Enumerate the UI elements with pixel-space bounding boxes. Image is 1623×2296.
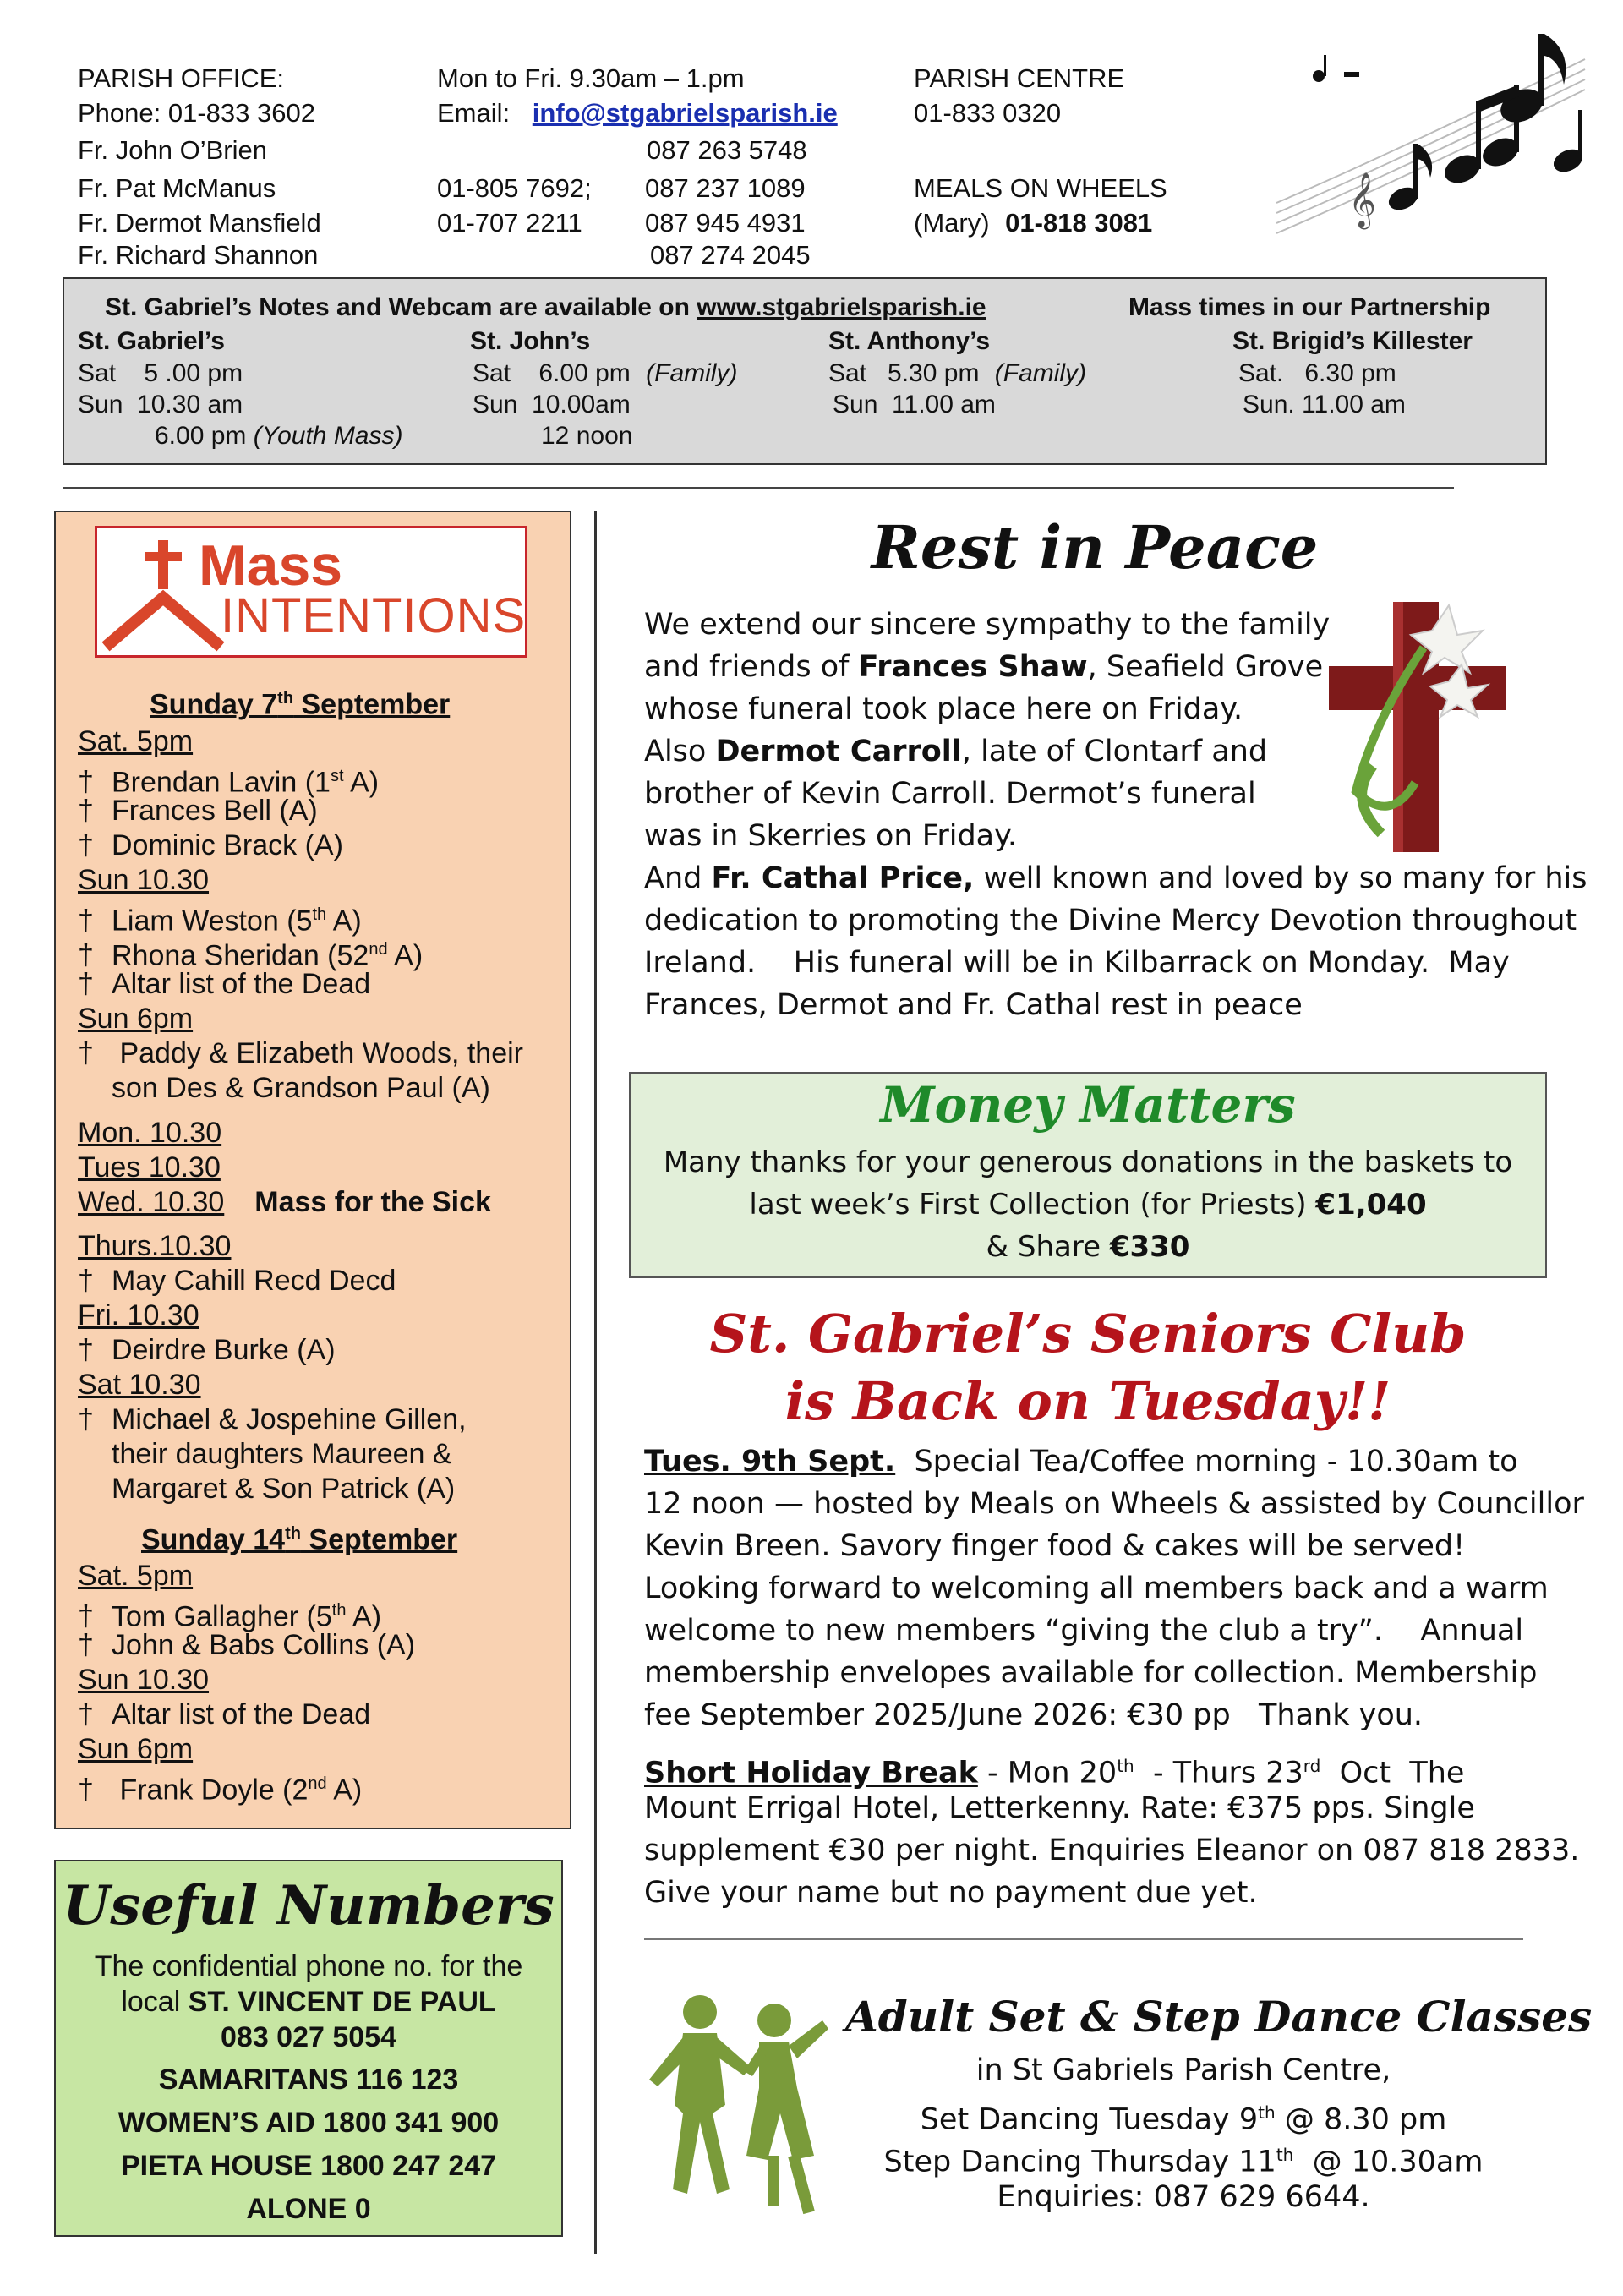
intention-text: A) <box>346 1600 382 1633</box>
meals-contact-phone: 01-818 3081 <box>1005 208 1153 238</box>
intention-continued: Margaret & Son Patrick (A) <box>112 1473 456 1505</box>
seniors-title-line1: St. Gabriel’s Seniors Club <box>709 1303 1467 1364</box>
parish-office-phone: Phone: 01-833 3602 <box>78 98 315 128</box>
meals-contact-name: (Mary) <box>914 208 990 238</box>
parish-centre-label: PARISH CENTRE <box>914 63 1125 93</box>
seniors-line <box>644 1440 1518 1483</box>
logo-mass: Mass <box>199 533 343 598</box>
rip-line: whose funeral took place here on Friday. <box>644 692 1243 726</box>
dagger-icon: † <box>78 968 94 1000</box>
seniors-text: Special Tea/Coffee morning - 10.30am to <box>895 1445 1518 1479</box>
holiday-text: Oct The <box>1320 1756 1465 1790</box>
divider <box>644 1938 1523 1940</box>
dagger-icon: † <box>78 1629 94 1661</box>
holiday-text: - Thurs 23 <box>1134 1756 1303 1790</box>
ordinal: th <box>331 1601 347 1620</box>
intention-text: May Cahill Recd Decd <box>112 1265 396 1297</box>
intention-text: Frank Doyle (2 <box>112 1774 309 1807</box>
money-matters-title: Money Matters <box>880 1076 1296 1134</box>
church-name: St. John’s <box>470 327 591 355</box>
intention-text: Dominic Brack (A) <box>112 829 343 861</box>
dagger-icon: † <box>78 766 94 799</box>
intention-text: A) <box>387 939 424 972</box>
church-name: St. Anthony’s <box>828 327 991 355</box>
dagger-icon: † <box>78 1037 94 1069</box>
intention-text: John & Babs Collins (A) <box>112 1629 416 1661</box>
priest-name: Fr. Dermot Mansfield <box>78 208 321 238</box>
email-label: Email: <box>437 98 511 128</box>
alone-phone: ALONE 0 <box>246 2193 371 2225</box>
deceased-name: Dermot Carroll <box>715 735 962 768</box>
dance-text: @ 8.30 pm <box>1275 2102 1447 2137</box>
ordinal: nd <box>369 940 388 959</box>
notes-webcam-line <box>105 292 986 323</box>
rip-line: We extend our sincere sympathy to the family <box>644 608 1331 642</box>
dance-text: Step Dancing Thursday 11 <box>883 2145 1276 2179</box>
dagger-icon: † <box>78 1265 94 1297</box>
heading-text: September <box>293 688 451 721</box>
intention-text: Paddy & Elizabeth Woods, their <box>112 1037 523 1069</box>
mass-time: Sat. 6.30 pm <box>1238 359 1396 387</box>
priest-name: Fr. Richard Shannon <box>78 240 319 270</box>
sunday-heading <box>141 1517 457 1557</box>
mass-time-note: (Youth Mass) <box>253 422 403 450</box>
rip-text: And <box>644 861 712 895</box>
rip-line: dedication to promoting the Divine Mercy Devotion throughout <box>644 904 1577 938</box>
dagger-icon: † <box>78 1403 94 1435</box>
intention <box>78 1036 523 1071</box>
intention <box>78 1333 336 1368</box>
meals-on-wheels-label: MEALS ON WHEELS <box>914 173 1167 203</box>
mass-time: Sun 10.00am <box>473 391 631 418</box>
priest-name: Fr. John O’Brien <box>78 135 267 165</box>
intention-text: A) <box>343 766 380 799</box>
mass-intentions-logo <box>95 526 527 658</box>
mass-time-value: Sat 6.00 pm <box>473 359 631 387</box>
mass-slot: Sun 10.30 <box>78 1664 210 1696</box>
heading-text: Sunday 14 <box>141 1523 286 1556</box>
priest-mobile: 087 945 4931 <box>645 208 806 238</box>
holiday-text: - Mon 20 <box>977 1756 1118 1790</box>
mass-slot: Sun 6pm <box>78 1003 194 1035</box>
mass-slot: Fri. 10.30 <box>78 1299 199 1331</box>
mass-slot-row <box>78 1185 491 1220</box>
mass-slot: Tues 10.30 <box>78 1151 221 1184</box>
intention-text: Rhona Sheridan (52 <box>112 939 369 972</box>
deceased-name: Fr. Cathal Price, <box>711 861 975 895</box>
music-notes-icon <box>1268 25 1589 245</box>
intention <box>78 828 343 863</box>
money-line <box>629 1184 1547 1226</box>
dagger-icon: † <box>78 905 94 938</box>
rip-line: Ireland. His funeral will be in Kilbarrack on Monday. May <box>644 946 1510 980</box>
priest-mobile: 087 263 5748 <box>647 135 807 165</box>
first-collection-amount: €1,040 <box>1315 1188 1427 1222</box>
rip-text: Also <box>644 735 716 768</box>
church-name: St. Gabriel’s <box>78 327 225 355</box>
mass-slot: Sat 10.30 <box>78 1369 201 1401</box>
seniors-line: Looking forward to welcoming all members back and a warm <box>644 1572 1549 1605</box>
rip-line: Frances, Dermot and Fr. Cathal rest in peace <box>644 988 1303 1022</box>
seniors-line: 12 noon — hosted by Meals on Wheels & assisted by Councillor <box>644 1487 1584 1521</box>
useful-numbers-title: Useful Numbers <box>63 1874 555 1938</box>
holiday-line: supplement €30 per night. Enquiries Eleanor on 087 818 2833. <box>644 1834 1580 1867</box>
womens-aid-phone: WOMEN’S AID 1800 341 900 <box>117 2107 500 2139</box>
intention <box>78 1697 370 1732</box>
rip-text: well known and loved by so many for his <box>974 861 1587 895</box>
intention-text: Brendan Lavin (1 <box>112 766 331 799</box>
dagger-icon: † <box>78 1774 94 1807</box>
dance-title: Adult Set & Step Dance Classes <box>845 1992 1593 2042</box>
dance-line: in St Gabriels Parish Centre, <box>975 2053 1391 2087</box>
priest-landline: 01-707 2211 <box>437 208 582 238</box>
email-link[interactable]: info@stgabrielsparish.ie <box>532 98 838 128</box>
share-amount: €330 <box>1109 1230 1190 1264</box>
rip-text: , late of Clontarf and <box>961 735 1268 768</box>
mass-time-note: (Family) <box>646 359 738 387</box>
priest-landline: 01-805 7692; <box>437 173 592 203</box>
rip-line <box>644 646 1323 688</box>
notes-webcam-text: St. Gabriel’s Notes and Webcam are available on <box>105 293 690 321</box>
intention-text: Altar list of the Dead <box>112 968 371 1000</box>
rip-text: , Seafield Grove <box>1087 650 1324 684</box>
dagger-icon: † <box>78 1698 94 1730</box>
divider <box>63 487 1454 489</box>
mass-time <box>473 358 737 389</box>
intention-text: A) <box>326 905 362 938</box>
office-hours: Mon to Fri. 9.30am – 1.pm <box>437 63 745 93</box>
mass-time: Sun. 11.00 am <box>1243 391 1406 418</box>
useful-text: local <box>121 1986 189 2018</box>
dagger-icon: † <box>78 1600 94 1633</box>
meals-contact <box>914 207 1152 239</box>
useful-line <box>54 1984 563 2020</box>
email-line <box>437 97 838 129</box>
pieta-house-phone: PIETA HOUSE 1800 247 247 <box>120 2150 497 2182</box>
dance-text: @ 10.30am <box>1293 2145 1484 2179</box>
svdp-phone: 083 027 5054 <box>221 2021 396 2053</box>
heading-text: Sunday 7 <box>150 688 278 721</box>
money-text: last week’s First Collection (for Priests) <box>749 1188 1316 1222</box>
intention-text: Michael & Jospehine Gillen, <box>112 1403 467 1435</box>
column-divider <box>594 511 597 2254</box>
intention <box>78 967 370 1002</box>
ordinal: th <box>285 1524 301 1543</box>
mass-slot: Sun 10.30 <box>78 864 210 896</box>
holiday-break-label: Short Holiday Break <box>644 1756 978 1790</box>
svg-text:𝄞: 𝄞 <box>1348 172 1377 227</box>
ordinal: th <box>1258 2102 1276 2123</box>
heading-text: September <box>300 1523 458 1556</box>
deceased-name: Frances Shaw <box>858 650 1088 684</box>
holiday-line: Give your name but no payment due yet. <box>644 1876 1258 1910</box>
partnership-heading: Mass times in our Partnership <box>1128 293 1491 321</box>
mass-time: Sun 10.30 am <box>78 391 243 418</box>
priest-mobile: 087 274 2045 <box>650 240 811 270</box>
cross-lily-icon <box>1322 597 1513 857</box>
dance-text: Set Dancing Tuesday 9 <box>920 2102 1259 2137</box>
intention-text: Tom Gallagher (5 <box>112 1600 332 1633</box>
intention-continued: son Des & Grandson Paul (A) <box>112 1072 490 1104</box>
priest-name: Fr. Pat McManus <box>78 173 276 203</box>
sunday-heading <box>150 681 450 722</box>
intention-text: Frances Bell (A) <box>112 795 318 827</box>
church-name: St. Brigid’s Killester <box>1232 327 1473 355</box>
seniors-title-line2: is Back on Tuesday!! <box>784 1370 1391 1432</box>
mass-slot: Mon. 10.30 <box>78 1117 222 1149</box>
rest-in-peace-title: Rest in Peace <box>871 512 1319 582</box>
mass-time-note: (Family) <box>994 359 1087 387</box>
dagger-icon: † <box>78 939 94 972</box>
money-line <box>629 1226 1547 1268</box>
ordinal: rd <box>1303 1756 1321 1776</box>
dagger-icon: † <box>78 1334 94 1366</box>
dagger-icon: † <box>78 829 94 861</box>
seniors-line: welcome to new members “giving the club a try”. Annual <box>644 1614 1524 1648</box>
rip-line <box>644 730 1267 773</box>
ordinal: th <box>1276 2145 1294 2165</box>
intention-continued: their daughters Maureen & <box>112 1438 452 1470</box>
intention-text: Deirdre Burke (A) <box>112 1334 336 1366</box>
ordinal: th <box>1117 1756 1134 1776</box>
priest-mobile: 087 237 1089 <box>645 173 806 203</box>
rip-line <box>644 857 1587 899</box>
seniors-line: membership envelopes available for collection. Membership <box>644 1656 1538 1690</box>
seniors-line: Kevin Breen. Savory finger food & cakes will be served! <box>644 1529 1466 1563</box>
parish-centre-phone: 01-833 0320 <box>914 98 1062 128</box>
mass-time: Sun 11.00 am <box>833 391 996 418</box>
samaritans-phone: SAMARITANS 116 123 <box>158 2064 459 2096</box>
intention <box>78 1264 396 1298</box>
mass-slot: Sat. 5pm <box>78 1560 194 1592</box>
rip-text: and friends of <box>644 650 859 684</box>
intention-text: A) <box>326 1774 363 1807</box>
mass-slot: Wed. 10.30 <box>78 1186 225 1218</box>
intention-text: Liam Weston (5 <box>112 905 313 938</box>
useful-line: The confidential phone no. for the <box>94 1950 523 1982</box>
ordinal: th <box>277 689 294 708</box>
mass-slot: Sat. 5pm <box>78 725 194 757</box>
mass-slot: Thurs.10.30 <box>78 1230 232 1262</box>
mass-time <box>828 358 1086 389</box>
parish-office-label: PARISH OFFICE: <box>78 63 285 93</box>
dance-enquiries: Enquiries: 087 629 6644. <box>997 2180 1370 2214</box>
intention <box>78 1402 467 1437</box>
logo-intentions: INTENTIONS <box>221 588 527 643</box>
rip-line: brother of Kevin Carroll. Dermot’s funeral <box>644 777 1256 811</box>
money-line: Many thanks for your generous donations in the baskets to <box>663 1145 1513 1179</box>
website-link[interactable]: www.stgabrielsparish.ie <box>697 293 986 321</box>
ordinal: st <box>330 767 344 785</box>
mass-time-value: 6.00 pm <box>155 422 247 450</box>
rip-line: was in Skerries on Friday. <box>644 819 1017 853</box>
intention <box>78 1628 415 1663</box>
intention <box>78 1767 362 1807</box>
intention <box>78 794 318 828</box>
mass-time <box>155 420 402 451</box>
mass-time: Sat 5 .00 pm <box>78 359 243 387</box>
mass-for-sick: Mass for the Sick <box>254 1186 491 1218</box>
holiday-line: Mount Errigal Hotel, Letterkenny. Rate: €375 pps. Single <box>644 1791 1475 1825</box>
intention-text: Altar list of the Dead <box>112 1698 371 1730</box>
svdp-name: ST. VINCENT DE PAUL <box>188 1986 496 2018</box>
dancers-icon <box>632 1987 835 2232</box>
ordinal: nd <box>308 1774 327 1793</box>
money-text: & Share <box>986 1230 1110 1264</box>
mass-time-value: Sat 5.30 pm <box>828 359 980 387</box>
seniors-line: fee September 2025/June 2026: €30 pp Thank you. <box>644 1698 1424 1732</box>
seniors-date: Tues. 9th Sept. <box>644 1445 896 1479</box>
dagger-icon: † <box>78 795 94 827</box>
mass-slot: Sun 6pm <box>78 1733 194 1765</box>
mass-time: 12 noon <box>541 422 633 450</box>
ordinal: th <box>312 905 327 924</box>
